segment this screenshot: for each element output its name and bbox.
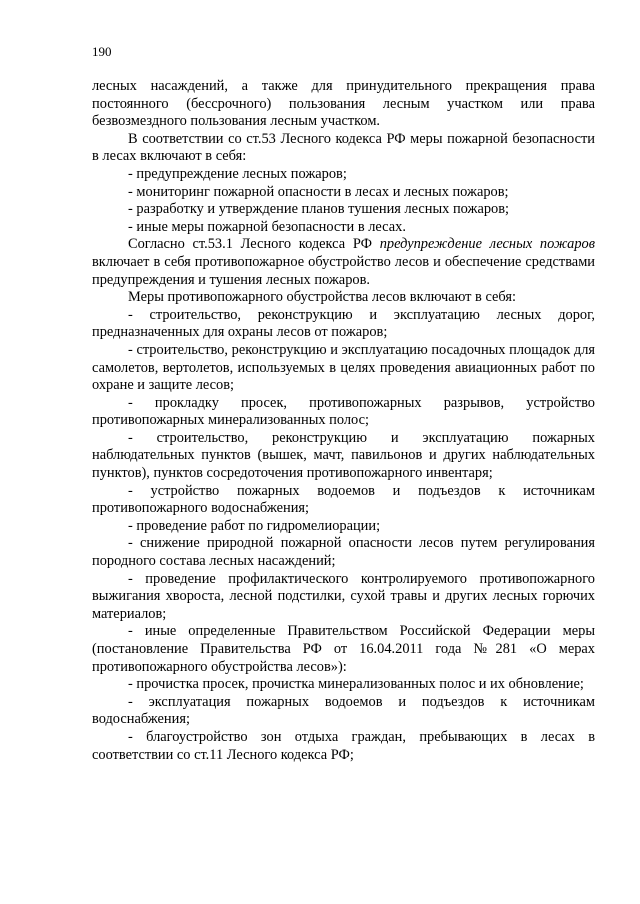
list-item: - благоустройство зон отдыха граждан, пребывающих в лесах в соответствии со ст.11 Лесного кодекса РФ;: [92, 728, 595, 763]
list-item: - прокладку просек, противопожарных разрывов, устройство противопожарных минерализованных полос;: [92, 394, 595, 429]
list-item: - эксплуатация пожарных водоемов и подъездов к источникам водоснабжения;: [92, 693, 595, 728]
list-item: - мониторинг пожарной опасности в лесах и лесных пожаров;: [128, 183, 509, 200]
paragraph-continuation: лесных насаждений, а также для принудительного прекращения права постоянного (бессрочного) пользования лесным участком или права безвозмездного пользования лесным участком.: [92, 78, 595, 130]
list-item: - иные меры пожарной безопасности в лесах.: [128, 218, 406, 235]
paragraph-fire-safety-measures: В соответствии со ст.53 Лесного кодекса РФ меры пожарной безопасности в лесах включают в себя:: [92, 130, 595, 165]
list-item: - разработку и утверждение планов тушения лесных пожаров;: [128, 201, 510, 218]
page-number: 190: [92, 44, 112, 59]
list-item: - строительство, реконструкцию и эксплуатацию лесных дорог, предназначенных для охраны лесов от пожаров;: [92, 306, 595, 341]
list-item: - прочистка просек, прочистка минерализованных полос и их обновление;: [128, 676, 584, 693]
list-item: - предупреждение лесных пожаров;: [128, 165, 347, 182]
list-item: - иные определенные Правительством Российской Федерации меры (постановление Правительства РФ от 16.04.2011 года №281 «О мерах противопожарного обустройства лесов»):: [92, 623, 595, 675]
emphasized-term: предупреждение лесных пожаров: [379, 236, 595, 253]
list-item: - устройство пожарных водоемов и подъездов к источникам противопожарного водоснабжения;: [92, 482, 595, 517]
list-item: - проведение профилактического контролируемого противопожарного выжигания хвороста, лесной подстилки, сухой травы и других лесных горючих материалов;: [92, 570, 595, 622]
list-item: - снижение природной пожарной опасности лесов путем регулирования породного состава лесных насаждений;: [92, 535, 595, 570]
paragraph-arrangement-measures: Меры противопожарного обустройства лесов включают в себя:: [128, 289, 516, 306]
list-item: - строительство, реконструкцию и эксплуатацию пожарных наблюдательных пунктов (вышек, мачт, павильонов и других наблюдательных пунктов), пунктов сосредоточения противопожарного инвентаря;: [92, 429, 595, 482]
paragraph-fire-prevention: [92, 236, 595, 289]
text-run: Согласно ст.53.1 Лесного кодекса РФ: [128, 236, 380, 253]
body-text: [92, 78, 595, 764]
text-run: включает в себя противопожарное обустройство лесов и обеспечение средствами предупреждения и тушения лесных пожаров.: [92, 253, 595, 288]
list-item: - проведение работ по гидромелиорации;: [128, 517, 381, 534]
list-item: - строительство, реконструкцию и эксплуатацию посадочных площадок для самолетов, вертолетов, используемых в целях проведения авиационных работ по охране и защите лесов;: [92, 341, 595, 394]
